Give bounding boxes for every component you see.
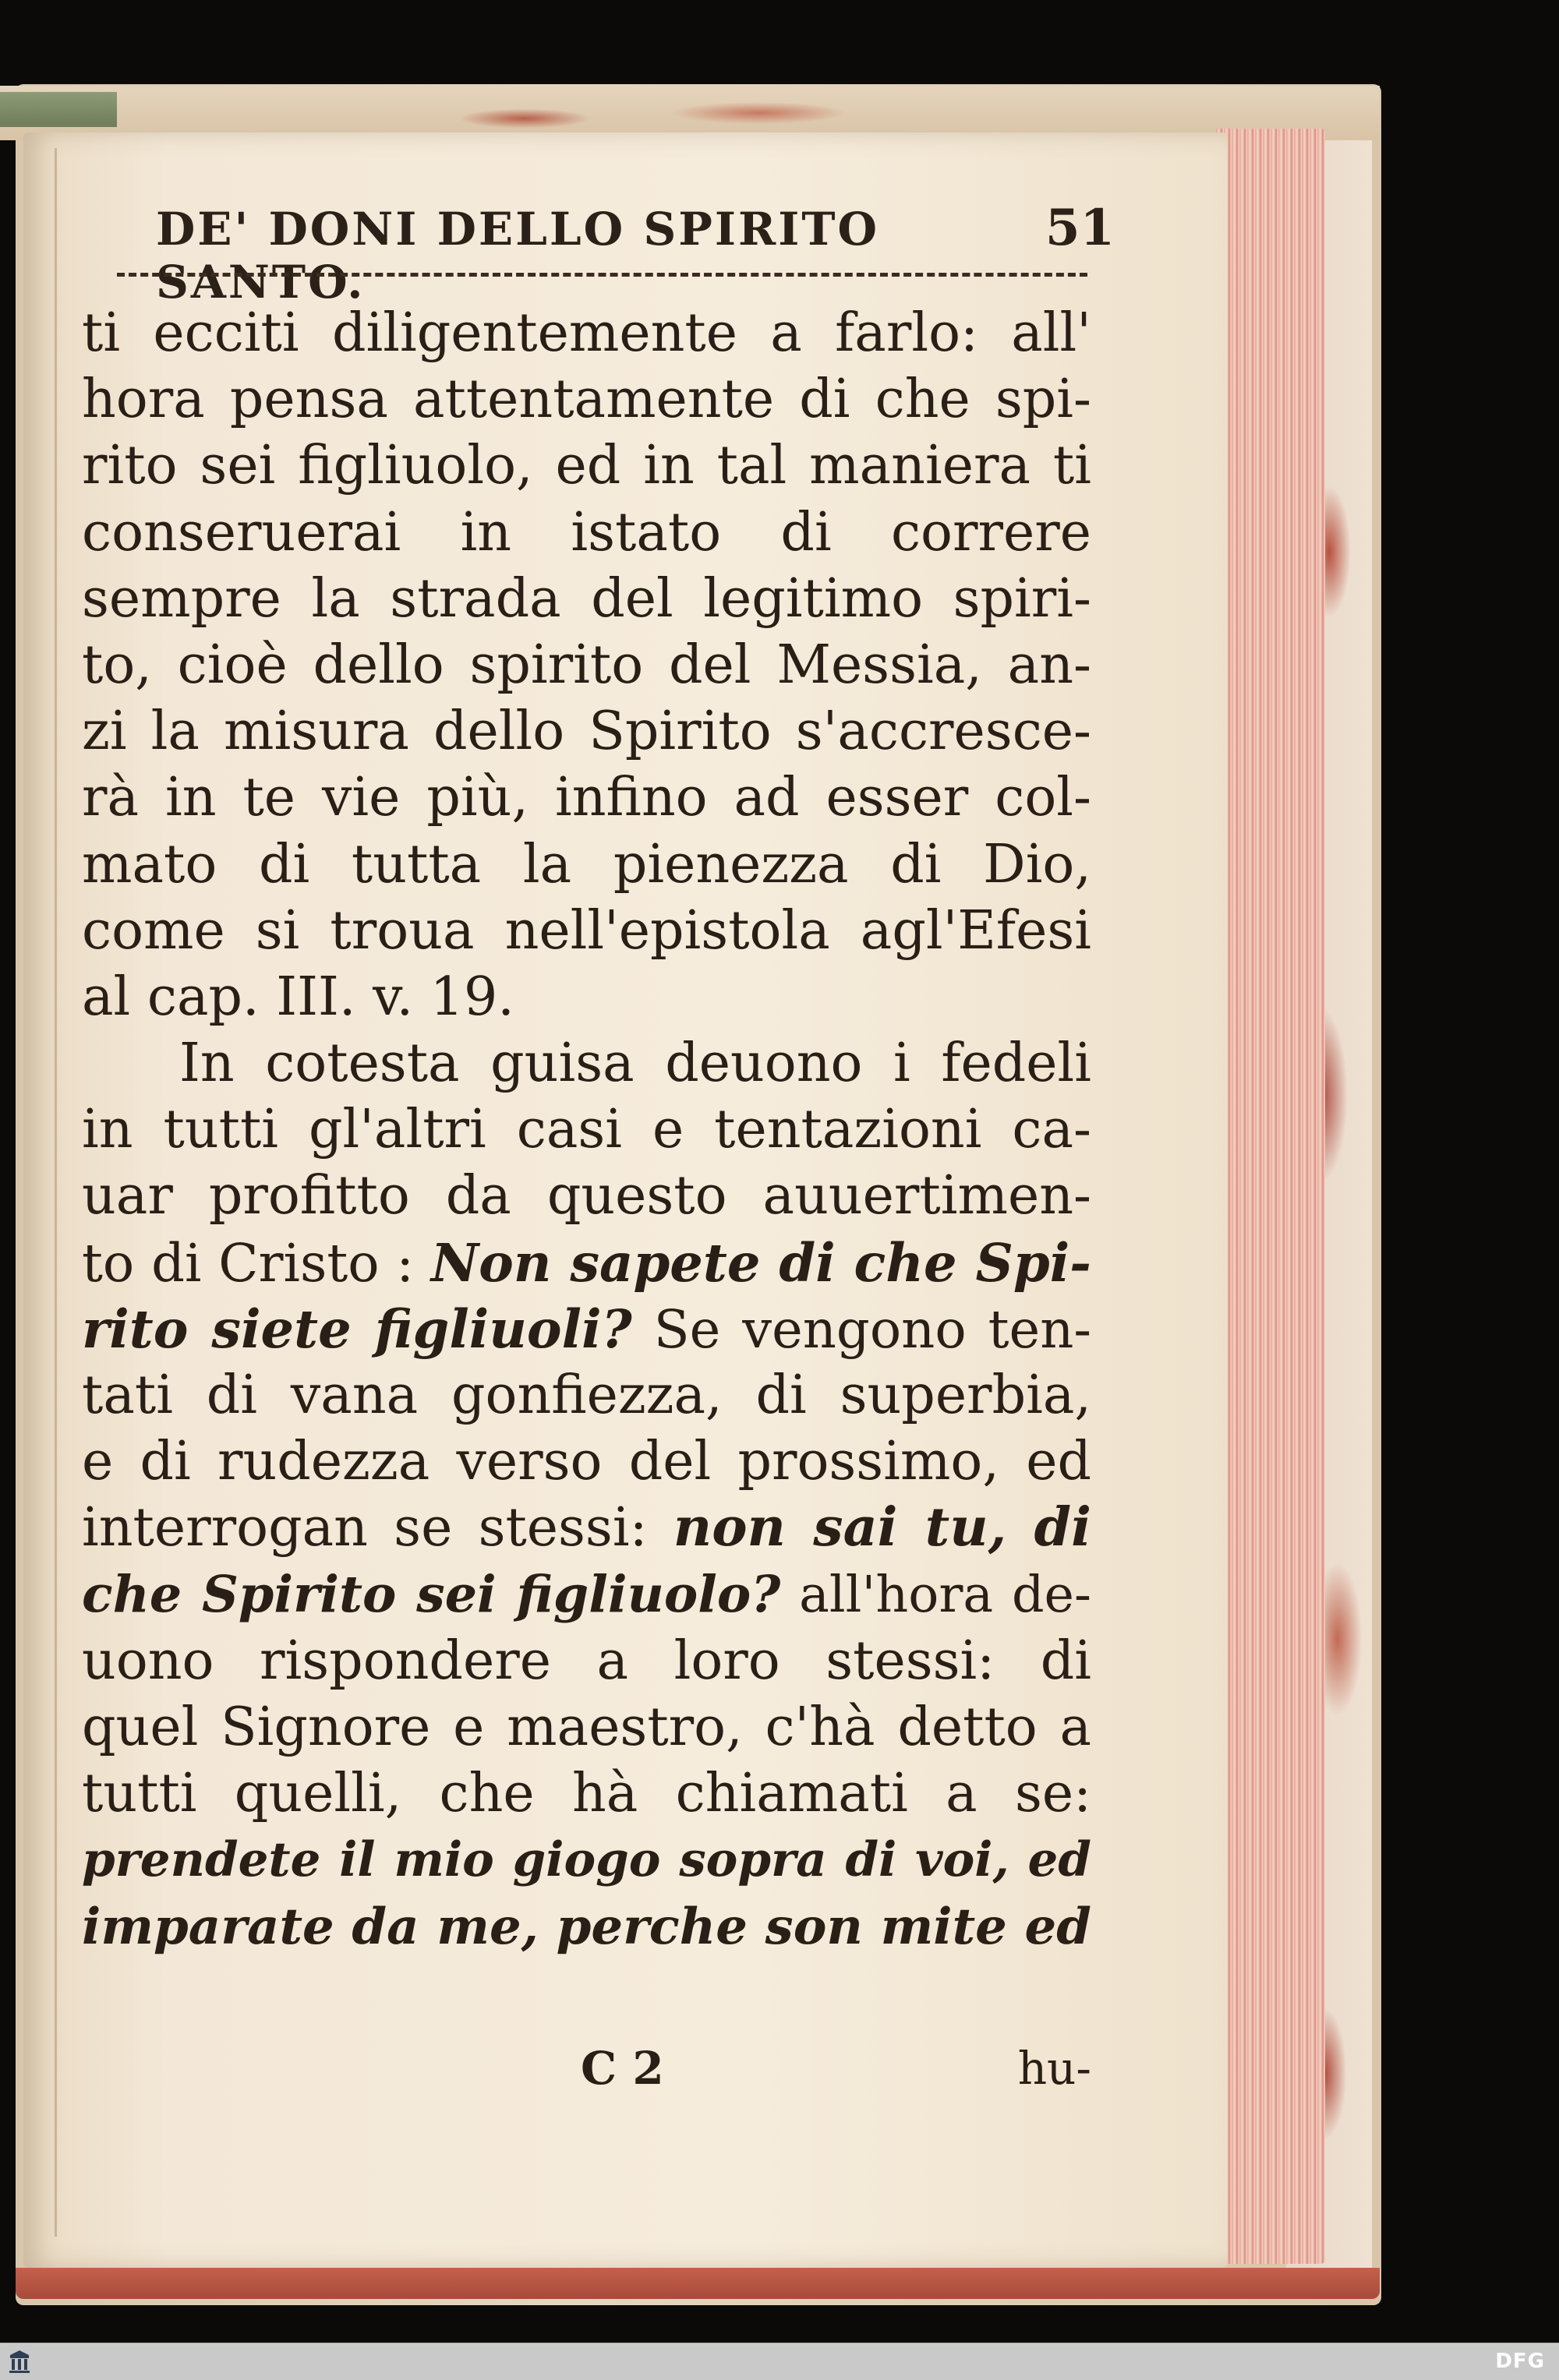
text-segment: in tutti gl'altri casi e tentazioni ca-: [82, 1099, 1091, 1161]
text-line: [82, 1562, 1091, 1628]
text-line: [82, 1694, 1091, 1760]
text-segment: Se vengono ten-: [631, 1298, 1091, 1360]
running-head-title: DE' DONI DELLO SPIRITO SANTO.: [156, 203, 880, 309]
text-line: [82, 300, 1091, 366]
text-segment: uono rispondere a loro stessi: di: [82, 1630, 1091, 1692]
header-rule: [117, 273, 1087, 277]
text-segment: hora pensa attentamente di che spi-: [82, 369, 1091, 431]
italic-quote: Non sapete di che Spi-: [430, 1231, 1091, 1294]
text-line: [82, 832, 1091, 898]
text-line: [82, 1362, 1091, 1428]
text-line: [82, 566, 1091, 632]
text-line: [82, 698, 1091, 764]
italic-quote: che Spirito sei figliuolo?: [82, 1564, 781, 1624]
page-edges: [1216, 129, 1325, 2264]
text-segment: zi la misura dello Spirito s'accresce-: [82, 701, 1091, 763]
text-line: [82, 1894, 1091, 1960]
page-footer: [82, 2042, 1091, 2104]
text-segment: uar profitto da questo auuertimen-: [82, 1165, 1091, 1227]
text-segment: e di rudezza verso del prossimo, ed: [82, 1431, 1091, 1493]
text-line: [82, 1827, 1091, 1893]
text-line: [82, 1230, 1091, 1296]
page-number: 51: [1045, 199, 1115, 257]
text-segment: al cap. III. v. 19.: [82, 966, 514, 1028]
text-segment: conseruerai in istato di correre: [82, 501, 1091, 563]
text-segment: interrogan se stessi:: [82, 1497, 673, 1559]
italic-quote: non sai tu, di: [673, 1496, 1091, 1559]
text-segment: to, cioè dello spirito del Messia, an-: [82, 634, 1091, 696]
paragraph-start-line: [82, 1030, 1091, 1096]
text-line: [82, 1163, 1091, 1229]
text-line: [82, 964, 1091, 1030]
text-segment: come si troua nell'epistola agl'Efesi: [82, 899, 1091, 962]
text-line: [82, 898, 1091, 964]
page-bottom-edge: [16, 2268, 1380, 2299]
text-line: [82, 1495, 1091, 1561]
text-line: [82, 1096, 1091, 1163]
text-line: [82, 366, 1091, 433]
text-segment: to di Cristo :: [82, 1232, 431, 1294]
text-line: [82, 500, 1091, 566]
catchword: hu-: [1017, 2042, 1091, 2095]
viewer-footer-bar: [0, 2343, 1559, 2380]
signature-mark: C 2: [581, 2042, 664, 2095]
text-segment: sempre la strada del legitimo spiri-: [82, 567, 1091, 630]
text-segment: mato di tutta la pienezza di Dio,: [82, 833, 1091, 895]
text-segment: In cotesta guisa deuono i fedeli: [179, 1033, 1091, 1095]
running-head: [156, 199, 1115, 309]
text-line: [82, 433, 1091, 499]
text-segment: tati di vana gonfiezza, di superbia,: [82, 1365, 1091, 1426]
body-text: [82, 300, 1091, 1960]
text-segment: ti ecciti diligentemente a farlo: all': [82, 302, 1091, 364]
gutter-fold: [55, 148, 57, 2237]
text-line: [82, 764, 1091, 831]
italic-quote: prendete il mio giogo sopra di voi, ed: [82, 1832, 1091, 1888]
text-line: [82, 632, 1091, 698]
text-segment: rito sei figliuolo, ed in tal maniera ti: [82, 435, 1091, 497]
italic-quote: imparate da me, perche son mite ed: [82, 1897, 1091, 1956]
italic-quote: rito siete figliuoli?: [82, 1298, 632, 1360]
text-line: [82, 1428, 1091, 1495]
text-segment: tutti quelli, che hà chiamati a se:: [82, 1763, 1091, 1825]
ribbon-bookmark: [0, 92, 117, 127]
text-segment: all'hora de-: [780, 1565, 1091, 1624]
library-crest-icon: [6, 2348, 33, 2376]
text-line: [82, 1296, 1091, 1362]
text-line: [82, 1628, 1091, 1694]
text-line: [82, 1760, 1091, 1827]
text-segment: rà in te vie più, infino ad esser col-: [82, 767, 1091, 829]
dfg-logo: DFG: [1495, 2350, 1545, 2373]
text-segment: quel Signore e maestro, c'hà detto a: [82, 1696, 1091, 1758]
